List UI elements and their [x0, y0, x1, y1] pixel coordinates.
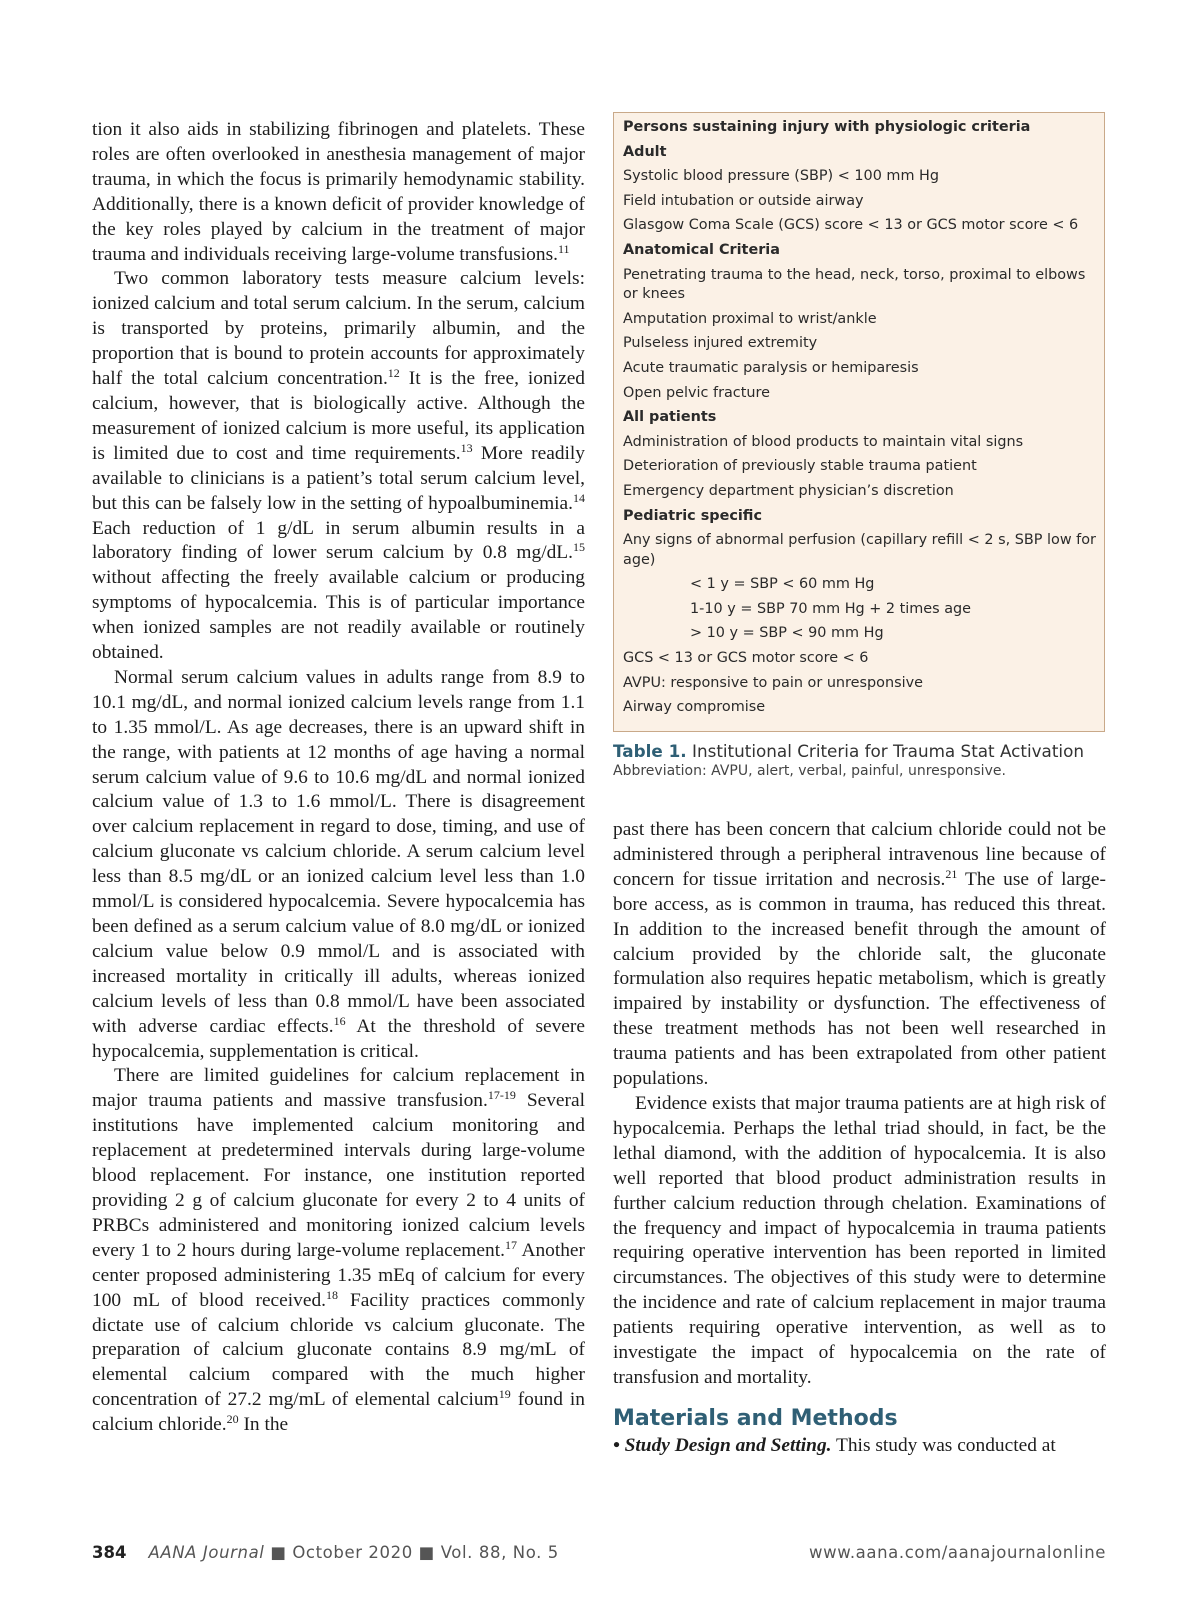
table-row: Open pelvic fracture — [623, 384, 770, 401]
table-row: Glasgow Coma Scale (GCS) score < 13 or GCS motor score < 6 — [623, 217, 1079, 234]
section-heading: Materials and Methods — [613, 1405, 898, 1431]
reference: 20 — [226, 1412, 239, 1427]
table-row: Penetrating trauma to the head, neck, torso, proximal to elbows or knees — [623, 266, 1086, 303]
reference: 17-19 — [487, 1088, 516, 1103]
reference: 17 — [504, 1237, 517, 1252]
table-row: 1-10 y = SBP 70 mm Hg + 2 times age — [690, 600, 971, 617]
table-row: All patients — [623, 409, 717, 426]
table-row: Pediatric specific — [623, 507, 762, 524]
table-row: Persons sustaining injury with physiologic criteria — [623, 119, 1031, 135]
journal-name: AANA Journal — [148, 1543, 265, 1562]
table-row: GCS < 13 or GCS motor score < 6 — [623, 650, 869, 667]
table-row: Systolic blood pressure (SBP) < 100 mm Hg — [623, 168, 939, 185]
table-row: > 10 y = SBP < 90 mm Hg — [690, 625, 884, 642]
table-row: Administration of blood products to maintain vital signs — [623, 433, 1024, 450]
reference: 16 — [333, 1013, 346, 1028]
table-row: Deterioration of previously stable trauma patient — [623, 458, 977, 475]
page-footer — [92, 1543, 1106, 1565]
table-caption — [613, 740, 1113, 780]
reference: 15 — [573, 540, 585, 555]
paragraph: Normal serum calcium values in adults range from 8.9 to 10.1 mg/dL, and normal ionized calcium levels range from 1.1 to 1.35 mmol/L. As age decreases, there is an upward shift in the range, with patients at 12 months of age having a normal serum calcium value of 9.6 to 10.6 mg/dL and normal ionized calcium value of 1.3 to 1.6 mmol/L. There is disagreement over calcium replacement in regard to dose, timing, and use of calcium gluconate vs calcium chloride. A serum calcium level less than 8.5 mg/dL or an ionized calcium level less than 1.0 mmol/L is considered hypocalcemia. Severe hypocalcemia has been defined as a serum calcium value of 8.0 mg/dL or ionized calcium value below 0.9 mmol/L and is associated with increased mortality in critically ill adults, whereas ionized calcium levels of less than 0.8 mmol/L have been associated with adverse cardiac effects.$^{16}$ At the threshold of severe hypocalcemia, supplementation is critical. — [92, 666, 585, 1062]
table-row: Pulseless injured extremity — [623, 335, 818, 352]
reference: 12 — [387, 366, 400, 381]
table-row: Adult — [623, 143, 667, 160]
paragraph: tion it also aids in stabilizing fibrinogen and platelets. These roles are often overlooked in anesthesia management of major trauma, in which the focus is primarily hemodynamic stability. Additionally, there is a known deficit of provider knowledge of the key roles played by calcium in the treatment of major trauma and individuals receiving large-volume transfusions.$^{11}$ — [92, 119, 585, 265]
paragraph: Two common laboratory tests measure calcium levels: ionized calcium and total serum calcium. In the serum, calcium is transported by proteins, primarily albumin, and the proportion that is bound to protein accounts for approximately half the total calcium concentration.$^{12}$ It is the free, ionized calcium, however, that is biologically active. Although the measurement of ionized calcium is more useful, its application is limited due to cost and time requirements.$^{13}$ More readily available to clinicians is a patient’s total serum calcium level, but this can be falsely low in the setting of hypoalbuminemia.$^{14}$ Each reduction of 1 g/dL in serum albumin results in a laboratory finding of lower serum calcium by 0.8 mg/dL.$^{15}$ without affecting the freely available calcium or producing symptoms of hypocalcemia. This is of particular importance when ionized samples are not readily available or routinely obtained. — [92, 268, 586, 664]
reference: 13 — [460, 440, 473, 455]
table-abbreviation: Abbreviation: AVPU, alert, verbal, painful, unresponsive. — [613, 763, 1006, 779]
caption-title: Institutional Criteria for Trauma Stat Activation — [686, 741, 1084, 761]
table-row: Amputation proximal to wrist/ankle — [623, 310, 877, 327]
reference: 19 — [498, 1387, 511, 1402]
table-row: Airway compromise — [623, 699, 766, 716]
reference: 18 — [326, 1287, 339, 1302]
criteria-table — [613, 112, 1105, 732]
table-row: Anatomical Criteria — [623, 241, 780, 258]
subsection-label: • Study Design and Setting. — [613, 1434, 832, 1456]
paragraph: There are limited guidelines for calcium replacement in major trauma patients and massive transfusion.$^{17-19}$ Several institutions have implemented calcium monitoring and replacement at predetermined intervals during large-volume blood replacement. For instance, one institution reported providing 2 g of calcium gluconate for every 2 to 4 units of PRBCs administered and monitoring ionized calcium levels every 1 to 2 hours during large-volume replacement.$^{17}$ Another center proposed administering 1.35 mEq of calcium for every 100 mL of blood received.$^{18}$ Facility practices commonly dictate use of calcium chloride vs calcium gluconate. The preparation of calcium gluconate contains 8.9 mg/mL of elemental calcium compared with the much higher concentration of 27.2 mg/mL of elemental calcium$^{19}$ found in calcium chloride.$^{20}$ In the — [92, 1065, 586, 1436]
reference: 14 — [573, 490, 585, 505]
caption-label: Table 1. — [613, 741, 687, 761]
table-row: Acute traumatic paralysis or hemiparesis — [623, 359, 919, 376]
table-row: Any signs of abnormal perfusion (capillary refill < 2 s, SBP low for age) — [623, 532, 1096, 568]
journal-url: www.aana.com/aanajournalonline — [809, 1543, 1106, 1562]
paragraph: past there has been concern that calcium chloride could not be administered through a peripheral intravenous line because of concern for tissue irritation and necrosis.$^{21}$ The use of large-bore access, as is common in trauma, has reduced this threat. In addition to the increased benefit through the amount of calcium provided by the chloride salt, the gluconate formulation also requires hepatic metabolism, which is greatly impaired by instability or dysfunction. The effectiveness of these treatment methods has not been well researched in trauma patients and has been extrapolated from other patient populations. — [613, 819, 1106, 1090]
reference: 21 — [945, 866, 958, 881]
reference: 11 — [557, 241, 570, 256]
table-row: AVPU: responsive to pain or unresponsive — [623, 674, 923, 691]
right-column — [613, 818, 1106, 1459]
page-number: 384 — [92, 1543, 127, 1562]
table-row: Emergency department physician’s discretion — [623, 482, 954, 499]
paragraph: Evidence exists that major trauma patients are at high risk of hypocalcemia. Perhaps the lethal triad should, in fact, be the lethal diamond, with the addition of hypocalcemia. It is also well reported that blood product administration results in further calcium reduction through chelation. Examinations of the frequency and impact of hypocalcemia in trauma patients requiring operative intervention has been reported in limited circumstances. The objectives of this study were to determine the incidence and rate of calcium replacement in major trauma patients requiring operative intervention, as well as to investigate the impact of hypocalcemia on the rate of transfusion and mortality. — [613, 1092, 1106, 1388]
issue-info: ■ October 2020 ■ Vol. 88, No. 5 — [264, 1543, 559, 1562]
table-row: < 1 y = SBP < 60 mm Hg — [690, 576, 875, 593]
table-row: Field intubation or outside airway — [623, 192, 864, 209]
left-column — [92, 118, 585, 1438]
paragraph: • Study Design and Setting. This study was conducted at — [613, 1434, 1056, 1456]
